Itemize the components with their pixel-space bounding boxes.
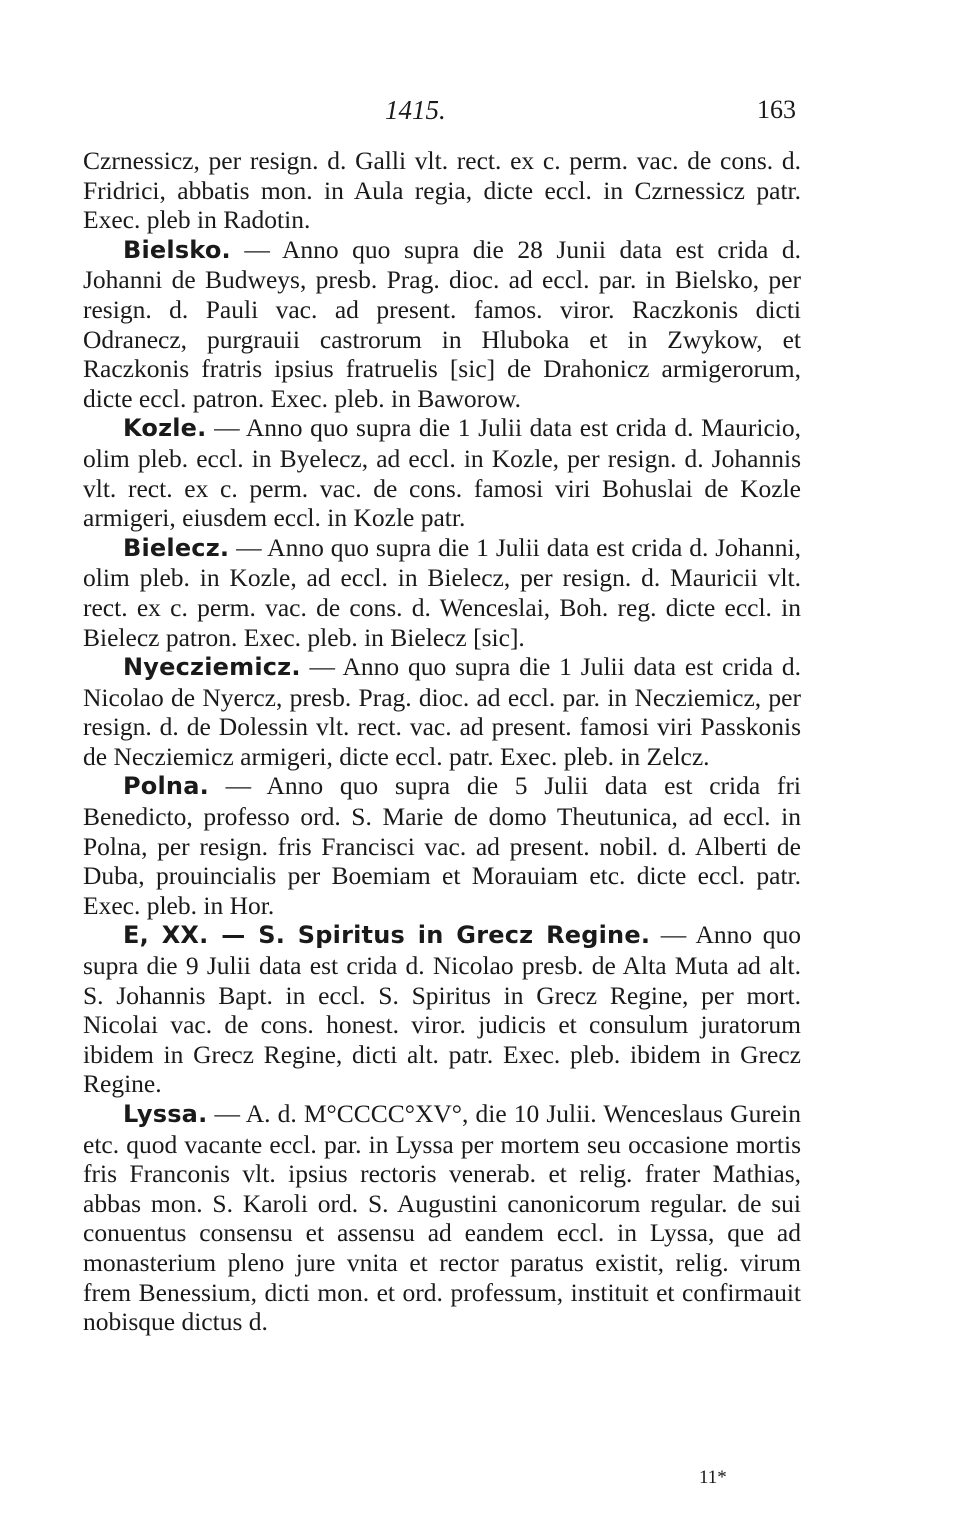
entry-heading: Bielecz. bbox=[123, 533, 230, 562]
entry-bielecz bbox=[83, 533, 801, 652]
entry-heading: Nyecziemicz. bbox=[123, 653, 301, 682]
signature-mark: 11* bbox=[699, 1467, 727, 1488]
entry-heading: E, XX. — S. Spiritus in Grecz Regine. bbox=[123, 921, 651, 950]
entry-heading: Polna. bbox=[123, 772, 209, 801]
entry-lyssa bbox=[83, 1099, 801, 1337]
running-head-year: 1415. bbox=[385, 95, 446, 125]
body-text bbox=[83, 146, 801, 1337]
entry-kozle bbox=[83, 413, 801, 532]
running-head bbox=[0, 95, 960, 135]
entry-bielsko bbox=[83, 235, 801, 414]
entry-text: — Anno quo supra die 28 Junii data est crida d. Johanni de Budweys, presb. Prag. dioc. ad eccl. par. in Bielsko, per resign. d. Pauli vac. ad present. famos. viror. Raczkonis dicti Odranecz, purgrauii castrorum in Hluboka et in Zwykow, et Raczkonis fratris ipsius fratruelis [sic] de Drahonicz armigerorum, dicte eccl. patron. Exec. pleb. in Baworow. bbox=[83, 234, 801, 413]
entry-text: — Anno quo supra die 1 Julii data est crida d. Mauricio, olim pleb. eccl. in Byelecz, ad eccl. in Kozle, per resign. d. Johannis vlt. rect. ex c. perm. vac. de cons. famosi viri Bohuslai de Kozle armigeri, eiusdem eccl. in Kozle patr. bbox=[83, 413, 801, 533]
entry-czrnessicz bbox=[83, 146, 801, 235]
entry-nyecziemicz bbox=[83, 652, 801, 771]
entry-spiritus-grecz-regine bbox=[83, 920, 801, 1099]
entry-text: Czrnessicz, per resign. d. Galli vlt. rect. ex c. perm. vac. de cons. d. Fridrici, abbatis mon. in Aula regia, dicte eccl. in Czrnessicz patr. Exec. pleb in Radotin. bbox=[83, 146, 801, 235]
entry-text: — Anno quo supra die 1 Julii data est crida d. Nicolao de Nyercz, presb. Prag. dioc. ad eccl. par. in Necziemicz, per resign. d. de Dolessin vlt. rect. vac. ad present. famosi viri Passkonis de Necziemicz armigeri, dicte eccl. patr. Exec. pleb. in Zelcz. bbox=[83, 652, 801, 771]
entry-text: — Anno quo supra die 9 Julii data est crida d. Nicolao presb. de Alta Muta ad alt. S. Johannis Bapt. in eccl. S. Spiritus in Grecz Regine, per mort. Nicolai vac. de cons. honest. viror. judicis et consulum juratorum ibidem in Grecz Regine, dicti alt. patr. Exec. pleb. ibidem in Grecz Regine. bbox=[83, 920, 801, 1099]
entry-heading: Lyssa. bbox=[123, 1100, 208, 1128]
entry-polna bbox=[83, 771, 801, 920]
entry-text: — Anno quo supra die 5 Julii data est crida fri Benedicto, professo ord. S. Marie de domo Theutunica, ad eccl. in Polna, per resign. fris Francisci vac. ad present. nobil. d. Alberti de Duba, prouincialis per Boemiam et Morauiam etc. dicte eccl. patr. Exec. pleb. in Hor. bbox=[83, 771, 801, 920]
entry-text: — A. d. M°CCCC°XV°, die 10 Julii. Wenceslaus Gurein etc. quod vacante eccl. par. in Lyssa per mortem seu occasione mortis fris Franconis vlt. ipsius rectoris venerab. et relig. frater Mathias, abbas mon. S. Karoli ord. S. Augustini canonicorum regular. de sui conuentus consensu et assensu ad eandem eccl. in Lyssa, que ad monasterium pleno jure vnita et rector paratus existit, relig. virum frem Benessium, dicti mon. et ord. professum, instituit et confirmauit nobisque dictus d. bbox=[83, 1099, 801, 1337]
entry-heading: Kozle. bbox=[123, 414, 207, 443]
entry-text: — Anno quo supra die 1 Julii data est crida d. Johanni, olim pleb. in Kozle, ad eccl. in Bielecz, per resign. d. Mauricii vlt. rect. ex c. perm. vac. de cons. d. Wenceslai, Boh. reg. dicte eccl. in Bielecz patron. Exec. pleb. in Bielecz [sic]. bbox=[83, 532, 801, 652]
page-number: 163 bbox=[757, 95, 796, 124]
entry-heading: Bielsko. bbox=[123, 235, 231, 264]
